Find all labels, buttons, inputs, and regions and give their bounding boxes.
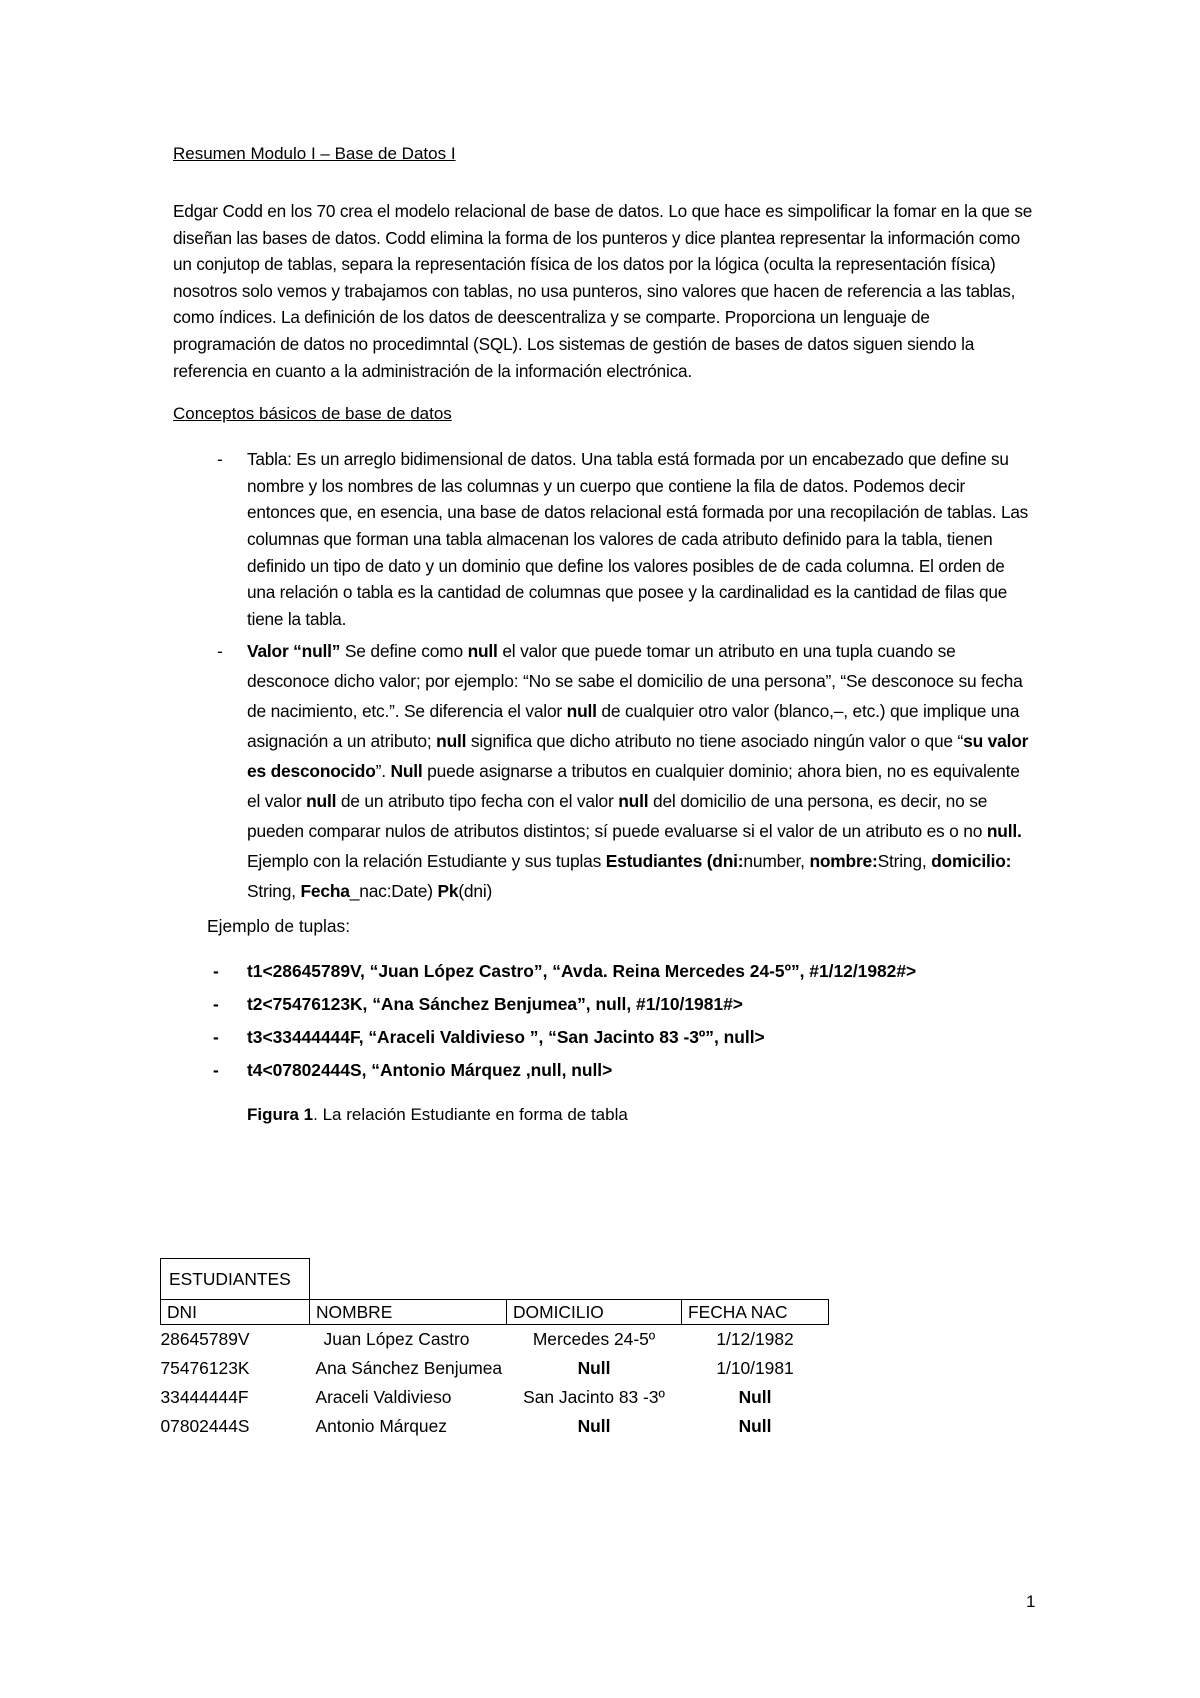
cell-domicilio: Null: [577, 1358, 611, 1378]
table-header-row: [161, 1300, 829, 1325]
header-fecha-nac: FECHA NAC: [682, 1300, 829, 1325]
table-row: [161, 1383, 829, 1412]
section-title: Conceptos básicos de base de datos: [173, 404, 452, 424]
bullet-null-text: Valor “null” Se define como null el valor que puede tomar un atributo en una tupla cuando se desconoce dicho valor; por ejemplo: “No se sabe el domicilio de una persona”, “Se desconoce su fecha de nacimiento, etc.”. Se diferencia el valor null de cualquier otro valor (blanco,–, etc.) que implique una asignación a un atributo; null significa que dicho atributo no tiene asociado ningún valor o que “su valor es desconocido”. Null puede asignarse a tributos en cualquier dominio; ahora bien, no es equivalente el valor null de un atributo tipo fecha con el valor null del domicilio de una persona, es decir, no se pueden comparar nulos de atributos distintos; sí puede evaluarse si el valor de un atributo es o no null. Ejemplo con la relación Estudiante y sus tuplas Estudiantes (dni:number, nombre:String, domicilio: String, Fecha_nac:Date) Pk(dni): [247, 641, 1029, 902]
cell-dni: 07802444S: [160, 1416, 250, 1436]
cell-dni: 28645789V: [160, 1329, 250, 1349]
tuple-item: - t4<07802444S, “Antonio Márquez ,null, null>: [213, 1060, 613, 1081]
cell-nombre: Araceli Valdivieso: [315, 1387, 452, 1407]
header-dni: DNI: [161, 1300, 310, 1325]
cell-fecha: Null: [738, 1416, 772, 1436]
table-row: [161, 1354, 829, 1383]
table-row: [161, 1325, 829, 1355]
figure-caption: Figura 1. La relación Estudiante en forma de tabla: [247, 1105, 628, 1125]
cell-nombre: Ana Sánchez Benjumea: [315, 1358, 503, 1378]
cell-fecha: 1/12/1982: [716, 1329, 794, 1349]
page-number: 1: [1026, 1592, 1036, 1611]
cell-fecha: 1/10/1981: [716, 1358, 794, 1378]
table-title: ESTUDIANTES: [161, 1259, 310, 1300]
document-body: [173, 144, 1037, 1125]
table-row: [161, 1412, 829, 1441]
cell-dni: 75476123K: [160, 1358, 250, 1378]
header-domicilio: DOMICILIO: [507, 1300, 682, 1325]
bullet-dash: -: [217, 449, 223, 470]
cell-nombre: Juan López Castro: [323, 1329, 470, 1349]
cell-domicilio: San Jacinto 83 -3º: [523, 1387, 665, 1407]
bullet-dash: -: [217, 641, 223, 662]
bullet-tabla-text: Tabla: Es un arreglo bidimensional de datos. Una tabla está formada por un encabezado que define su nombre y los nombres de las columnas y un cuerpo que contiene la fila de datos. Podemos decir entonces que, en esencia, una base de datos relacional está formada por una recopilación de tablas. Las columnas que forman una tabla almacenan los valores de cada atributo definido para la tabla, tienen definido un tipo de dato y un dominio que define los valores posibles de de cada columna. El orden de una relación o tabla es la cantidad de columnas que posee y la cardinalidad es la cantidad de filas que tiene la tabla.: [247, 449, 1029, 629]
tuple-item: - t3<33444444F, “Araceli Valdivieso ”, “San Jacinto 83 -3º”, null>: [213, 1027, 765, 1048]
cell-dni: 33444444F: [160, 1387, 249, 1407]
tuple-item: - t1<28645789V, “Juan López Castro”, “Avda. Reina Mercedes 24-5º”, #1/12/1982#>: [213, 961, 917, 982]
cell-fecha: Null: [738, 1387, 772, 1407]
tuple-item: - t2<75476123K, “Ana Sánchez Benjumea”, null, #1/10/1981#>: [213, 994, 743, 1015]
cell-domicilio: Null: [577, 1416, 611, 1436]
document-title: Resumen Modulo I – Base de Datos I: [173, 144, 456, 163]
examples-label: Ejemplo de tuplas:: [207, 916, 351, 937]
bullet-tabla: [173, 446, 1037, 632]
students-table: [160, 1258, 829, 1441]
cell-domicilio: Mercedes 24-5º: [532, 1329, 656, 1349]
cell-nombre: Antonio Márquez: [315, 1416, 447, 1436]
intro-paragraph: Edgar Codd en los 70 crea el modelo relacional de base de datos. Lo que hace es simpolificar la fomar en la que se diseñan las bases de datos. Codd elimina la forma de los punteros y dice plantea representar la información como un conjutop de tablas, separa la representación física de los datos por la lógica (oculta la representación física) nosotros solo vemos y trabajamos con tablas, no usa punteros, sino valores que hacen de referencia a las tablas, como índices. La definición de los datos de deescentraliza y se comparte. Proporciona un lenguaje de programación de datos no procedimntal (SQL). Los sistemas de gestión de bases de datos siguen siendo la referencia en cuanto a la administración de la información electrónica.: [173, 201, 1033, 381]
bullet-null: [173, 636, 1037, 906]
header-nombre: NOMBRE: [310, 1300, 507, 1325]
